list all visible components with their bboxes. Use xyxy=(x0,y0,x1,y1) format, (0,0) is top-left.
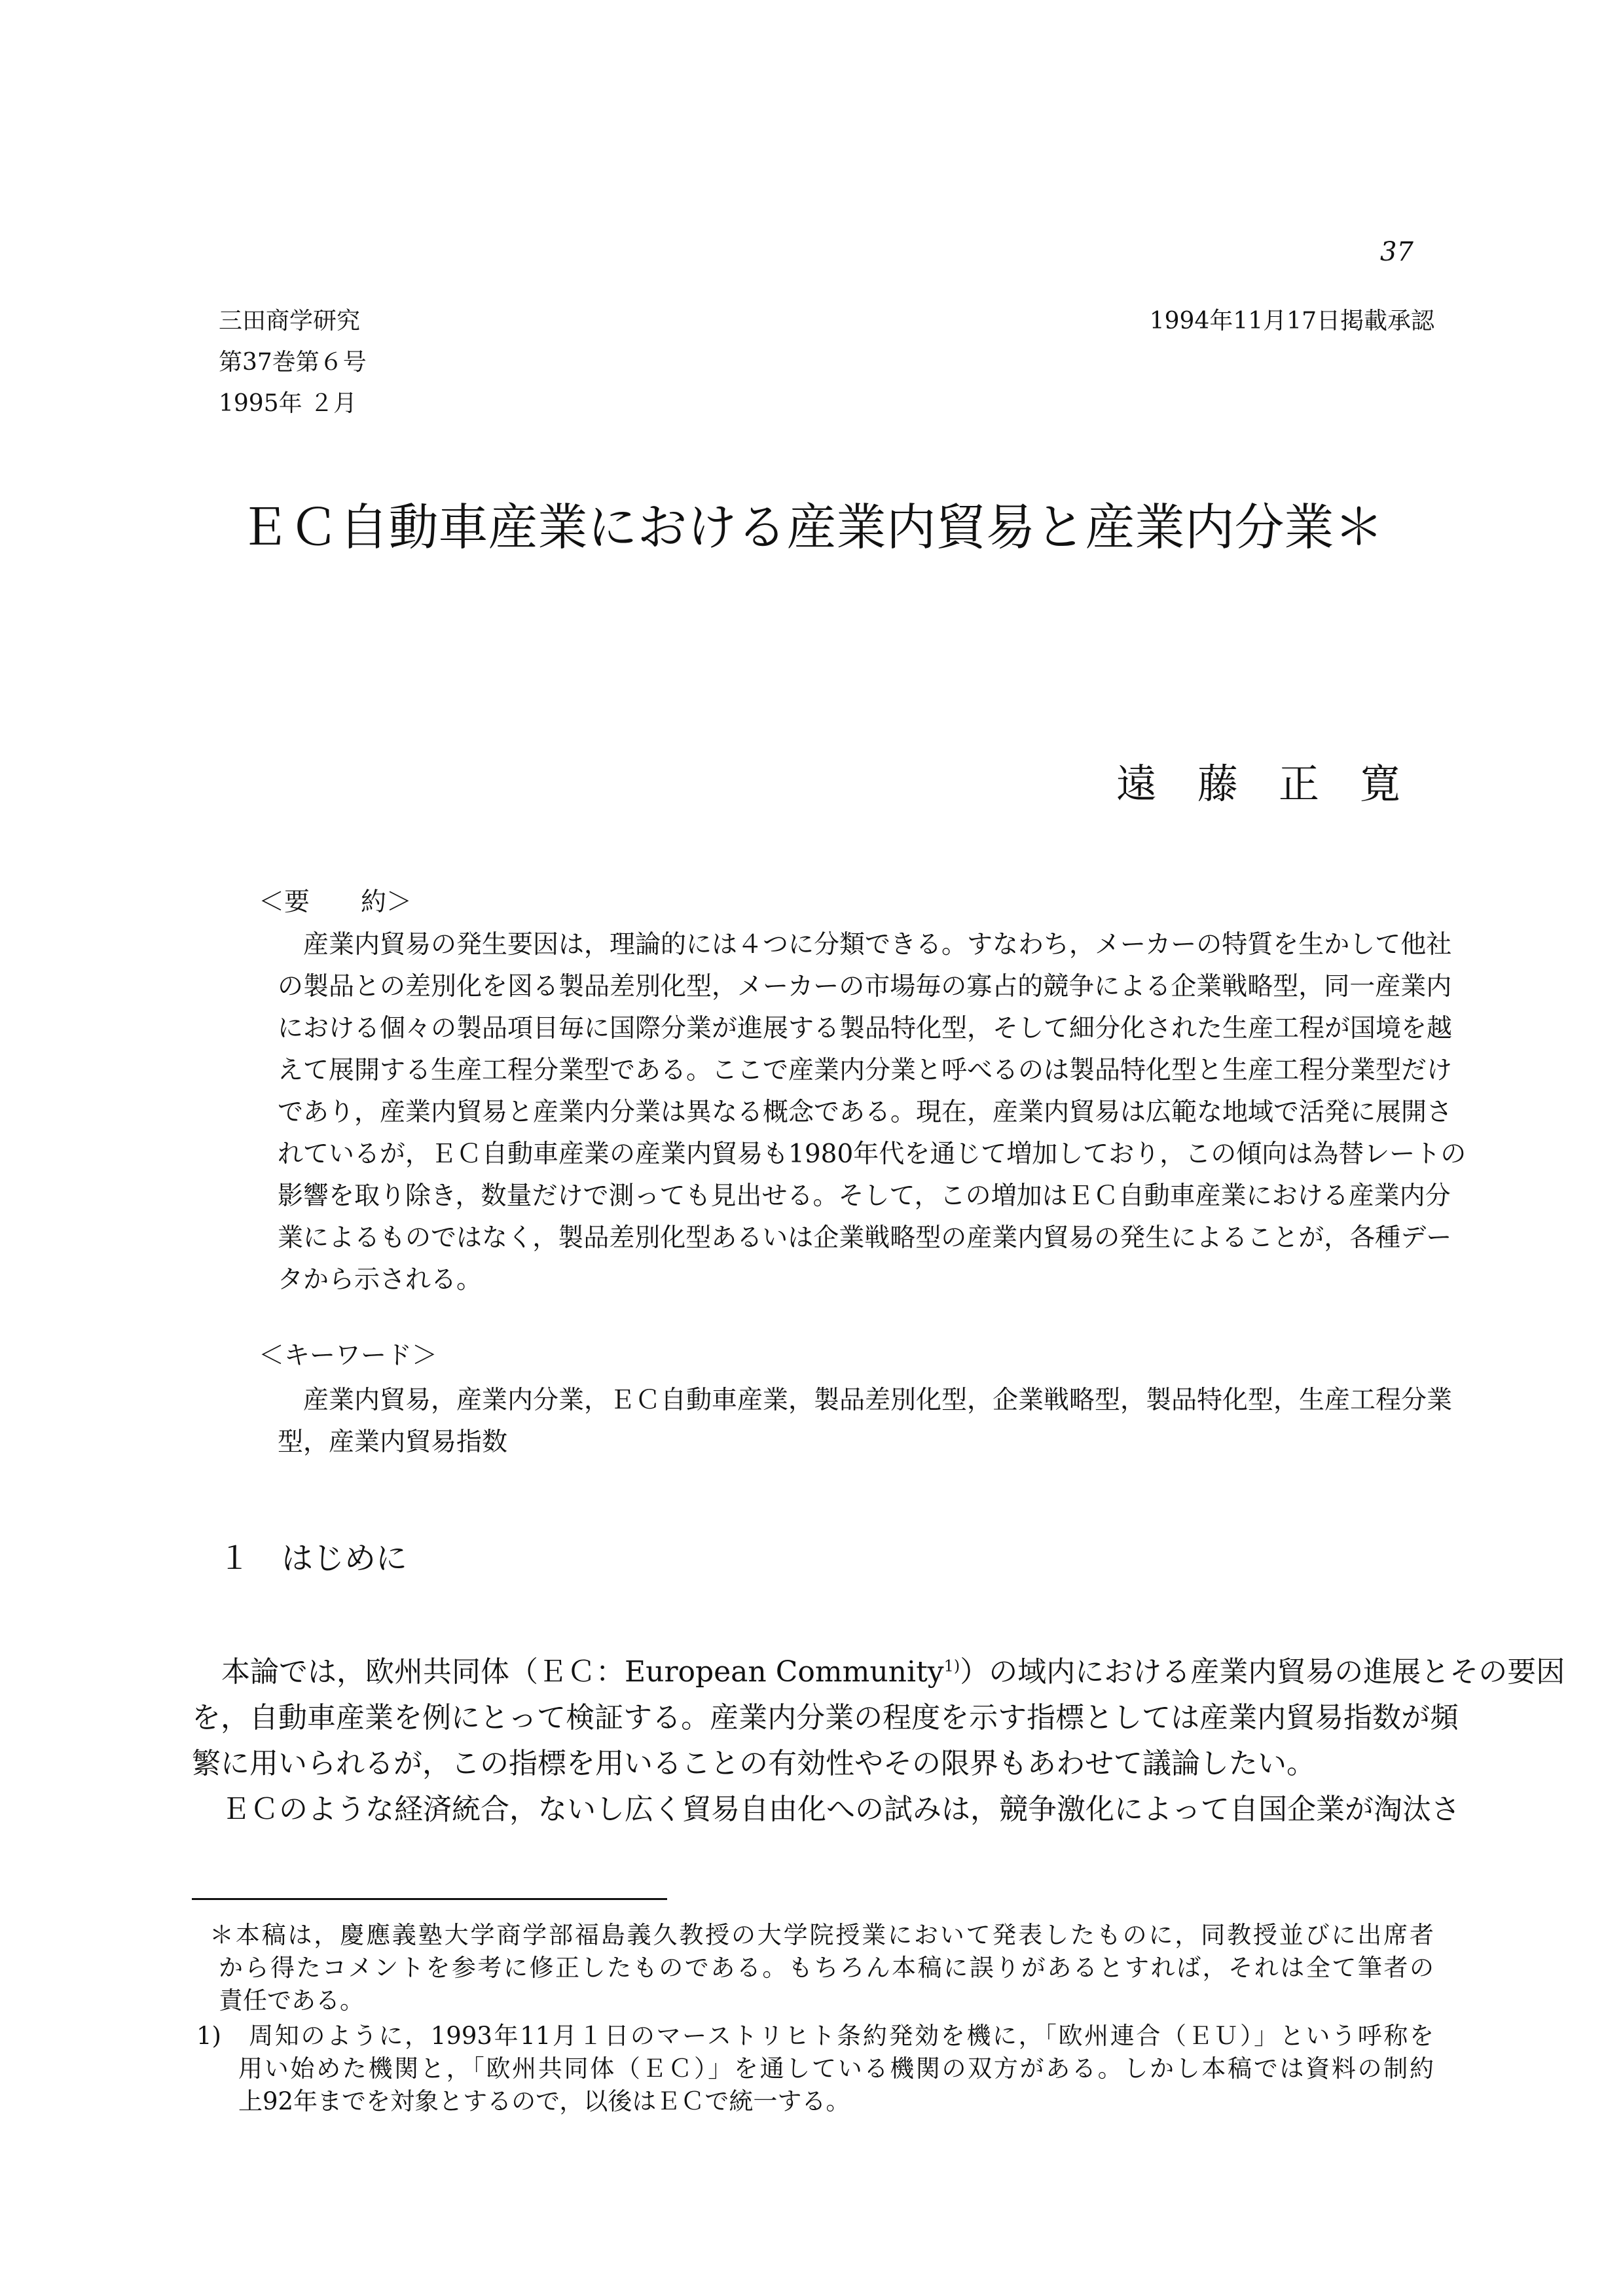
abstract-line: における個々の製品項目毎に国際分業が進展する製品特化型，そして細分化された生産工程が国境を越 xyxy=(278,1014,1453,1043)
author-name: 遠 藤 正 寛 xyxy=(1116,760,1401,808)
footnote-ref[interactable]: 1) xyxy=(943,1657,960,1676)
abstract-label: ＜要 約＞ xyxy=(259,888,412,917)
abstract-line: れているが，ＥＣ自動車産業の産業内貿易も1980年代を通じて増加しており，この傾向は為替レートの xyxy=(278,1139,1467,1169)
body-line: を，自動車産業を例にとって検証する。産業内分業の程度を示す指標としては産業内貿易指数が頻 xyxy=(192,1701,1459,1734)
footnote-line: ＊本稿は，慶應義塾大学商学部福島義久教授の大学院授業において発表したものに，同教授並びに出席者 xyxy=(210,1921,1434,1949)
body-line: 繁に用いられるが，この指標を用いることの有効性やその限界もあわせて議論したい。 xyxy=(192,1747,1315,1780)
body-line: ＥＣのような経済統合，ないし広く貿易自由化への試みは，競争激化によって自国企業が淘汰さ xyxy=(221,1793,1460,1826)
body-line xyxy=(221,1648,1565,1690)
footnote-rule xyxy=(192,1898,667,1900)
abstract-line: の製品との差別化を図る製品差別化型，メーカーの市場毎の寡占的競争による企業戦略型，同一産業内 xyxy=(278,972,1452,1001)
journal-name: 三田商学研究 xyxy=(219,308,361,334)
abstract-line: えて展開する生産工程分業型である。ここで産業内分業と呼べるのは製品特化型と生産工程分業型だけ xyxy=(278,1056,1453,1085)
keywords-line: 型，産業内貿易指数 xyxy=(278,1427,508,1457)
paper-title: ＥＣ自動車産業における産業内貿易と産業内分業＊ xyxy=(239,498,1384,556)
footnote-line: 上92年までを対象とするので，以後はＥＣで統一する。 xyxy=(238,2087,850,2115)
abstract-line: 業によるものではなく，製品差別化型あるいは企業戦略型の産業内貿易の発生によることが，各種デー xyxy=(278,1223,1452,1253)
footnote-line: 用い始めた機関と，「欧州共同体（ＥＣ）」を通している機関の双方がある。しかし本稿では資料の制約 xyxy=(238,2054,1434,2083)
section-heading: １ はじめに xyxy=(219,1540,408,1577)
footnote-line: から得たコメントを参考に修正したものである。もちろん本稿に誤りがあるとすれば，それは全て筆者の xyxy=(219,1954,1434,1982)
abstract-line: であり，産業内貿易と産業内分業は異なる概念である。現在，産業内貿易は広範な地域で活発に展開さ xyxy=(278,1098,1453,1127)
body-text-segment: 本論では，欧州共同体（ＥＣ：European Community xyxy=(221,1655,944,1689)
keywords-label: ＜キーワード＞ xyxy=(259,1341,438,1371)
journal-date: 1995年 ２月 xyxy=(219,390,357,417)
acceptance-date: 1994年11月17日掲載承認 xyxy=(1149,308,1434,334)
body-text-segment: ）の域内における産業内貿易の進展とその要因 xyxy=(960,1655,1565,1689)
footnote-line: 1) 周知のように，1993年11月１日のマーストリヒト条約発効を機に，「欧州連合（ＥＵ）」という呼称を xyxy=(196,2022,1434,2050)
abstract-line: タから示される。 xyxy=(278,1265,483,1295)
abstract-line: 影響を取り除き，数量だけで測っても見出せる。そして，この増加はＥＣ自動車産業における産業内分 xyxy=(278,1181,1451,1211)
journal-volume: 第37巻第６号 xyxy=(219,349,367,376)
footnote-line: 責任である。 xyxy=(219,1986,364,2015)
page-number: 37 xyxy=(1380,237,1413,267)
abstract-line: 産業内貿易の発生要因は，理論的には４つに分類できる。すなわち，メーカーの特質を生かして他社 xyxy=(303,930,1452,960)
keywords-line: 産業内貿易，産業内分業，ＥＣ自動車産業，製品差別化型，企業戦略型，製品特化型，生産工程分業 xyxy=(303,1386,1453,1415)
